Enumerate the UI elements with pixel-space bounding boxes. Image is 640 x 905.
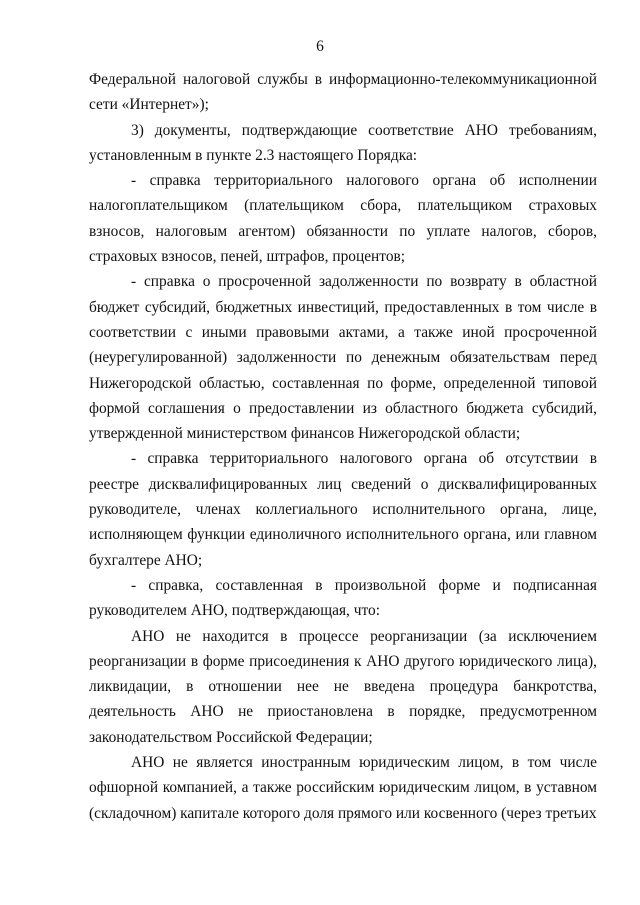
page-number: 6 bbox=[316, 38, 324, 55]
paragraph-foreign-entity: АНО не является иностранным юридическим лицом, в том числе офшорной компанией, а также российским юридическим лицом, в уставном (складочном) капитале которого доля прямого или косвенного (через третьих bbox=[89, 754, 597, 822]
paragraph-overdue-debt-certificate: - справка о просроченной задолженности по возврату в областной бюджет субсидий, бюджетных инвестиций, предоставленных в том числе в соответствии с иными правовыми актами, а также иной просроченной (неурегулированной) задолженности по денежным обязательствам перед Нижегородской областью, составленная по форме, определенной типовой формой соглашения о предоставлении из областного бюджета субсидий, утвержденной министерством финансов Нижегородской области; bbox=[89, 273, 597, 443]
paragraph-reorganization: АНО не находится в процессе реорганизации (за исключением реорганизации в форме присоединения к АНО другого юридического лица), ликвидации, в отношении нее не введена процедура банкротства, деятельность АНО не приостановлена в порядке, предусмотренном законодательством Российской Федерации; bbox=[89, 627, 597, 746]
paragraph-tax-certificate: - справка территориального налогового органа об исполнении налогоплательщиком (плательщиком сбора, плательщиком страховых взносов, налоговым агентом) обязанности по уплате налогов, сборов, страховых взносов, пеней, штрафов, процентов; bbox=[89, 172, 597, 266]
paragraph-free-form-certificate: - справка, составленная в произвольной форме и подписанная руководителем АНО, подтверждающая, что: bbox=[89, 576, 597, 620]
paragraph-disqualified-persons-certificate: - справка территориального налогового органа об отсутствии в реестре дисквалифицированных лиц сведений о дисквалифицированных руководителе, членах коллегиального исполнительного органа, лице, исполняющем функции единоличного исполнительного органа, или главном бухгалтере АНО; bbox=[89, 450, 597, 569]
paragraph-continuation: Федеральной налоговой службы в информационно-телекоммуникационной сети «Интернет»); bbox=[89, 71, 597, 114]
paragraph-item-3: 3) документы, подтверждающие соответствие АНО требованиям, установленным в пункте 2.3 настоящего Порядка: bbox=[89, 121, 597, 164]
document-body bbox=[89, 67, 597, 826]
